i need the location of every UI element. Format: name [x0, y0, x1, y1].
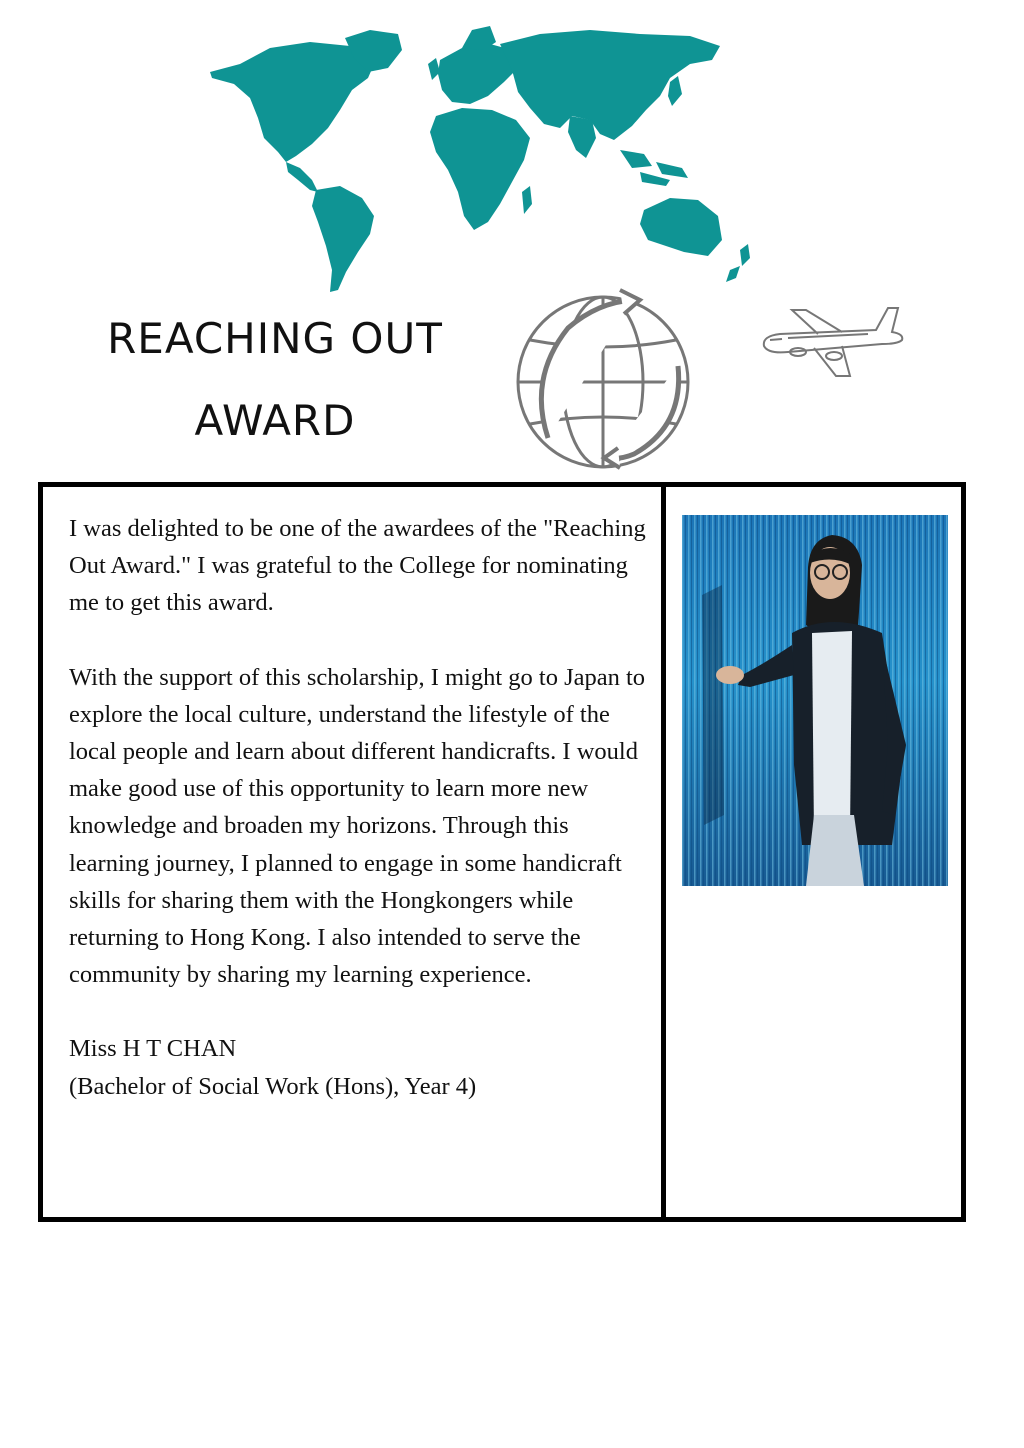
column-divider	[661, 482, 666, 1222]
paragraph-plans: With the support of this scholarship, I might go to Japan to explore the local culture, understand the lifestyle of the local people and learn about different handicrafts. I would make good use of this opportunity to learn more new knowledge and broaden my horizons. Through this learning journey, I planned to engage in some handicraft skills for sharing them with the Hongkongers while returning to Hong Kong. I also intended to serve the community by sharing my learning experience.	[69, 663, 646, 989]
paragraph-intro: I was delighted to be one of the awardees of the "Reaching Out Award." I was grateful to the College for nominating me to get this award.	[69, 515, 646, 617]
world-map-icon	[200, 20, 760, 300]
testimonial-text	[69, 510, 649, 1105]
awardee-programme: (Bachelor of Social Work (Hons), Year 4)	[69, 1072, 477, 1100]
airplane-icon	[758, 300, 906, 382]
title-line-2: AWARD	[194, 396, 356, 445]
awardee-photo	[682, 515, 948, 886]
globe-arrows-icon	[508, 288, 698, 470]
award-title	[80, 314, 470, 445]
title-line-1: REACHING OUT	[107, 314, 443, 363]
awardee-name: Miss H T CHAN	[69, 1035, 237, 1063]
